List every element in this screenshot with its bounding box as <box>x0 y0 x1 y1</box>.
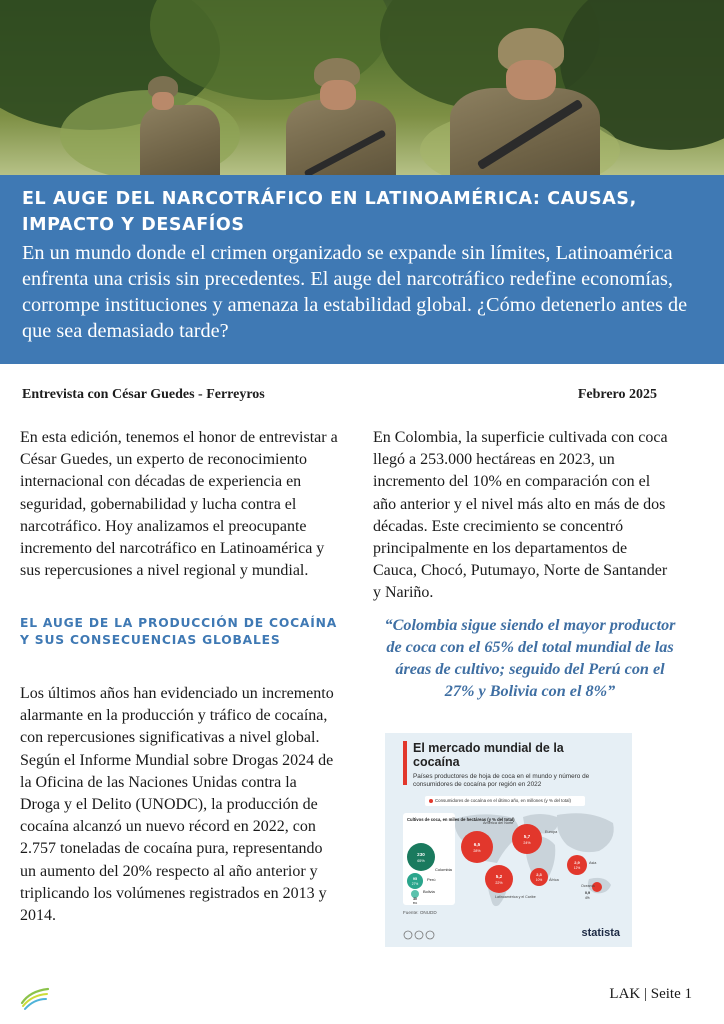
producer-bubble-colombia <box>407 843 435 871</box>
page-number: LAK | Seite 1 <box>609 986 692 1002</box>
intro-paragraph: En esta edición, tenemos el honor de entrevistar a César Guedes, un experto de reconocimiento internacional con décadas de experiencia en seguridad, gobernabilidad y lucha contra el narcotráfico. Hoy analizamos el preocupante incremento del narcotráfico en Latinoamérica y sus repercusiones a nivel regional y mundial. <box>20 429 338 580</box>
publisher-logo-icon <box>20 985 50 1011</box>
region-bubble-latam <box>485 865 513 893</box>
region-value-asia: 2,9 <box>574 860 580 865</box>
region-value-africa: 2,3 <box>536 872 542 877</box>
region-bubble-africa <box>530 868 548 886</box>
producer-bubble-peru <box>407 873 423 889</box>
infographic-title: El mercado mundial de la cocaína <box>413 741 564 769</box>
producer-value-colombia: 230 <box>417 852 425 857</box>
region-value-north-america: 6,5 <box>473 842 481 847</box>
region-name-oceania: Oceanía <box>581 884 595 888</box>
section-heading: EL AUGE DE LA PRODUCCIÓN DE COCAÍNA Y SUS CONSECUENCIAS GLOBALES <box>20 616 338 647</box>
infographic-source: Fuente: ONUDD <box>403 910 437 915</box>
region-value-europe: 5,7 <box>523 834 531 839</box>
pull-quote: “Colombia sigue siendo el mayor productor de coca con el 65% del total mundial de las áreas de cultivo; seguido del Perú con el 27% y Bolivia con el 8%” <box>384 616 676 700</box>
issue-date: Febrero 2025 <box>577 387 657 402</box>
creative-commons-icons <box>403 930 443 940</box>
producer-country-peru: Perú <box>427 877 436 882</box>
producer-value-bolivia: 30 <box>413 897 417 901</box>
cocaine-market-infographic <box>385 733 632 947</box>
region-name-asia: Asia <box>589 861 597 865</box>
producer-value-peru: 95 <box>412 877 418 881</box>
producer-pct-bolivia: 8% <box>412 901 418 905</box>
producer-country-bolivia: Bolivia <box>423 889 435 894</box>
region-name-latam: Latinoamérica y el Caribe <box>495 895 536 899</box>
region-bubble-asia <box>567 855 587 875</box>
body-paragraph: Los últimos años han evidenciado un incremento alarmante en la producción y tráfico de cocaína, con repercusiones significativas a nivel global. Según el Informe Mundial sobre Drogas 2024 de la Oficina de las Naciones Unidas contra la Droga y el Delito (UNODC), la producción de cocaína alcanzó un nuevo récord en 2022, con 2.757 toneladas de cocaína pura, representando un aumento del 20% respecto al año anterior y triplicando los volúmenes registrados en 2013 y 2014. <box>20 685 334 925</box>
region-pct-asia: 12% <box>573 866 581 870</box>
article-title: EL AUGE DEL NARCOTRÁFICO EN LATINOAMÉRICA: CAUSAS, IMPACTO Y DESAFÍOS <box>22 189 637 235</box>
colombia-paragraph: En Colombia, la superficie cultivada con coca llegó a 253.000 hectáreas en 2023, un incremento del 10% en comparación con el año anterior y el nivel más alto en más de dos décadas. Este crecimiento se concentró principalmente en los departamentos de Cauca, Chocó, Putumayo, Norte de Santander y Nariño. <box>373 429 668 602</box>
region-bubble-europe <box>512 824 542 854</box>
article-subtitle: En un mundo donde el crimen organizado se expande sin límites, Latinoamérica enfrenta una crisis sin precedentes. El auge del narcotráfico redefine economías, corrompe instituciones y amenaza la estabilidad global. ¿Cómo detenerlo antes de que sea demasiado tarde? <box>22 242 688 342</box>
region-pct-africa: 10% <box>535 878 543 882</box>
region-pct-oceania: 4% <box>585 896 590 900</box>
infographic-subtitle: Países productores de hoja de coca en el mundo y número de consumidores de cocaína por región en 2022 <box>413 773 590 788</box>
hero-photo <box>0 0 724 178</box>
region-pct-europe: 24% <box>523 841 531 845</box>
region-name-north-america: América del Norte <box>483 821 514 825</box>
region-pct-latam: 22% <box>495 881 503 885</box>
legend-text: Consumidores de cocaína en el último año, en millones (y % del total) <box>435 798 571 803</box>
interview-byline: Entrevista con César Guedes - Ferreyros <box>22 387 265 402</box>
region-value-oceania: 0,9 <box>585 891 590 895</box>
region-name-africa: África <box>549 878 559 882</box>
asia-shape <box>557 813 614 852</box>
producers-label: Cultivos de coca, en miles de hectáreas (y % del total) <box>407 817 515 822</box>
region-bubble-north-america <box>461 831 493 863</box>
producer-pct-colombia: 65% <box>417 859 425 863</box>
region-name-europe: Europa <box>545 830 558 834</box>
producer-pct-peru: 27% <box>411 882 419 886</box>
region-value-latam: 5,2 <box>495 874 503 879</box>
region-pct-north-america: 28% <box>473 849 481 853</box>
producer-country-colombia: Colombia <box>435 867 452 872</box>
statista-logo: statista <box>581 927 620 939</box>
